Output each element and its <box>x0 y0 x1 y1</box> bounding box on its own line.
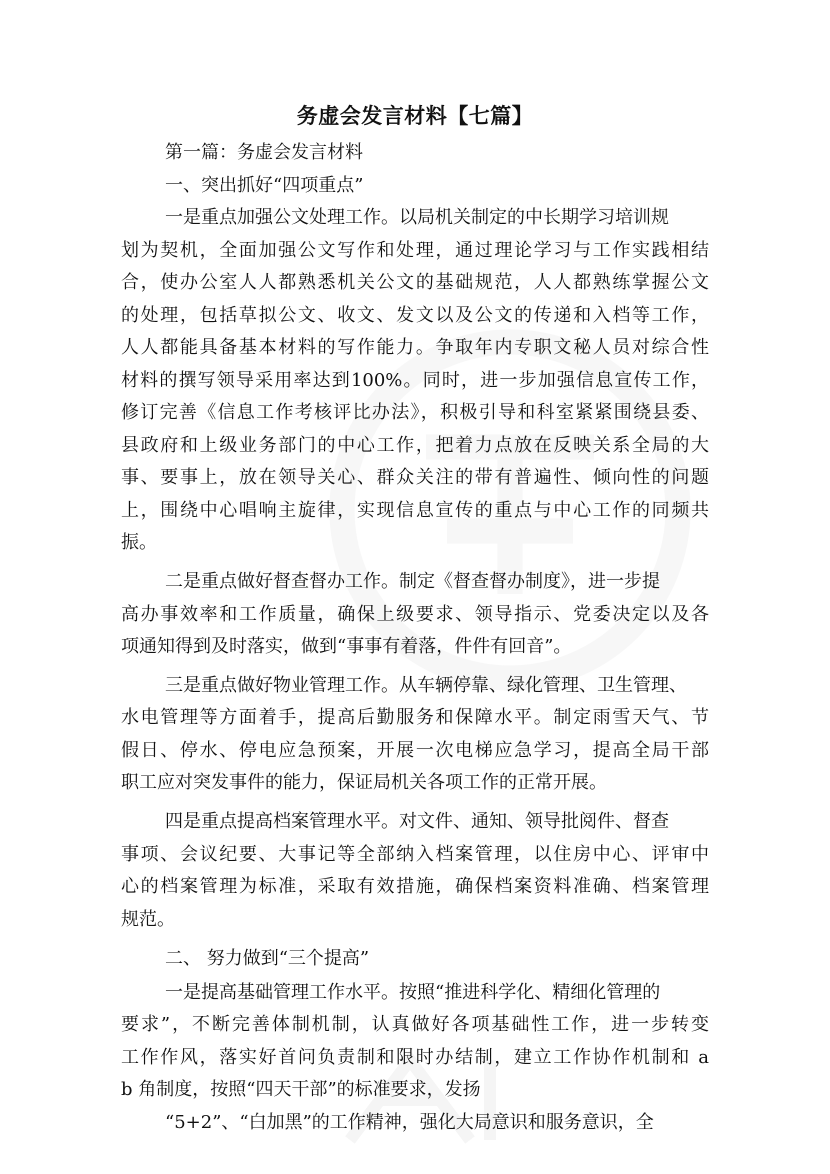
paragraph-line: 事项、会议纪要、大事记等全部纳入档案管理，以住房中心、评审中 <box>121 844 709 865</box>
paragraph-line: 一是重点加强公文处理工作。以局机关制定的中长期学习培训规 <box>165 207 669 228</box>
paragraph-line: 修订完善《信息工作考核评比办法》，积极引导和科室紧紧围绕县委、 <box>121 402 709 423</box>
paragraph-line: 职工应对突发事件的能力，保证局机关各项工作的正常开展。 <box>121 772 607 793</box>
paragraph-line: 一是提高基础管理工作水平。按照“推进科学化、精细化管理的 <box>165 982 661 1003</box>
subsection-heading: 一、突出抓好“四项重点” <box>165 175 364 196</box>
paragraph-line: 合，使办公室人人都熟悉机关公文的基础规范，人人都熟练掌握公文 <box>121 272 709 293</box>
paragraph-line: 三是重点做好物业管理工作。从车辆停靠、绿化管理、卫生管理、 <box>165 675 687 696</box>
paragraph-line: 县政府和上级业务部门的中心工作，把着力点放在反映关系全局的大 <box>121 435 709 456</box>
paragraph-line: 划为契机，全面加强公文写作和处理，通过理论学习与工作实践相结 <box>121 240 709 261</box>
paragraph-line: 振。 <box>121 532 157 553</box>
document-title: 务虚会发言材料【七篇】 <box>296 104 534 128</box>
subsection-heading: 二、 努力做到“三个提高” <box>165 948 370 969</box>
paragraph-line: 项通知得到及时落实，做到“事事有着落，件件有回音”。 <box>121 636 572 657</box>
paragraph-line: 要求”，不断完善体制机制，认真做好各项基础性工作，进一步转变 <box>121 1014 709 1035</box>
paragraph-line: “5+2”、“白加黑”的工作精神，强化大局意识和服务意识，全 <box>165 1112 654 1133</box>
paragraph-line: 事、要事上，放在领导关心、群众关注的带有普遍性、倾向性的问题 <box>121 467 709 488</box>
paragraph-line: 工作作风，落实好首问负责制和限时办结制，建立工作协作机制和 a <box>121 1047 709 1068</box>
paragraph-line: 材料的撰写领导采用率达到100%。同时，进一步加强信息宣传工作， <box>121 370 709 391</box>
paragraph-line: 心的档案管理为标准，采取有效措施，确保档案资料准确、档案管理 <box>121 876 709 897</box>
paragraph-line: b 角制度，按照“四天干部”的标准要求，发扬 <box>121 1079 481 1100</box>
paragraph-line: 二是重点做好督查督办工作。制定《督查督办制度》，进一步提 <box>165 571 660 592</box>
paragraph-line: 水电管理等方面着手，提高后勤服务和保障水平。制定雨雪天气、节 <box>121 707 709 728</box>
paragraph-line: 上，围绕中心唱响主旋律，实现信息宣传的重点与中心工作的同频共 <box>121 500 709 521</box>
paragraph-line: 规范。 <box>121 909 175 930</box>
section-heading: 第一篇：务虚会发言材料 <box>165 142 363 163</box>
paragraph-line: 四是重点提高档案管理水平。对文件、通知、领导批阅件、督查 <box>165 811 669 832</box>
paragraph-line: 高办事效率和工作质量，确保上级要求、领导指示、党委决定以及各 <box>121 604 709 625</box>
paragraph-line: 的处理，包括草拟公文、收文、发文以及公文的传递和入档等工作， <box>121 305 709 326</box>
paragraph-line: 假日、停水、停电应急预案，开展一次电梯应急学习，提高全局干部 <box>121 740 709 761</box>
paragraph-line: 人人都能具备基本材料的写作能力。争取年内专职文秘人员对综合性 <box>121 337 709 358</box>
